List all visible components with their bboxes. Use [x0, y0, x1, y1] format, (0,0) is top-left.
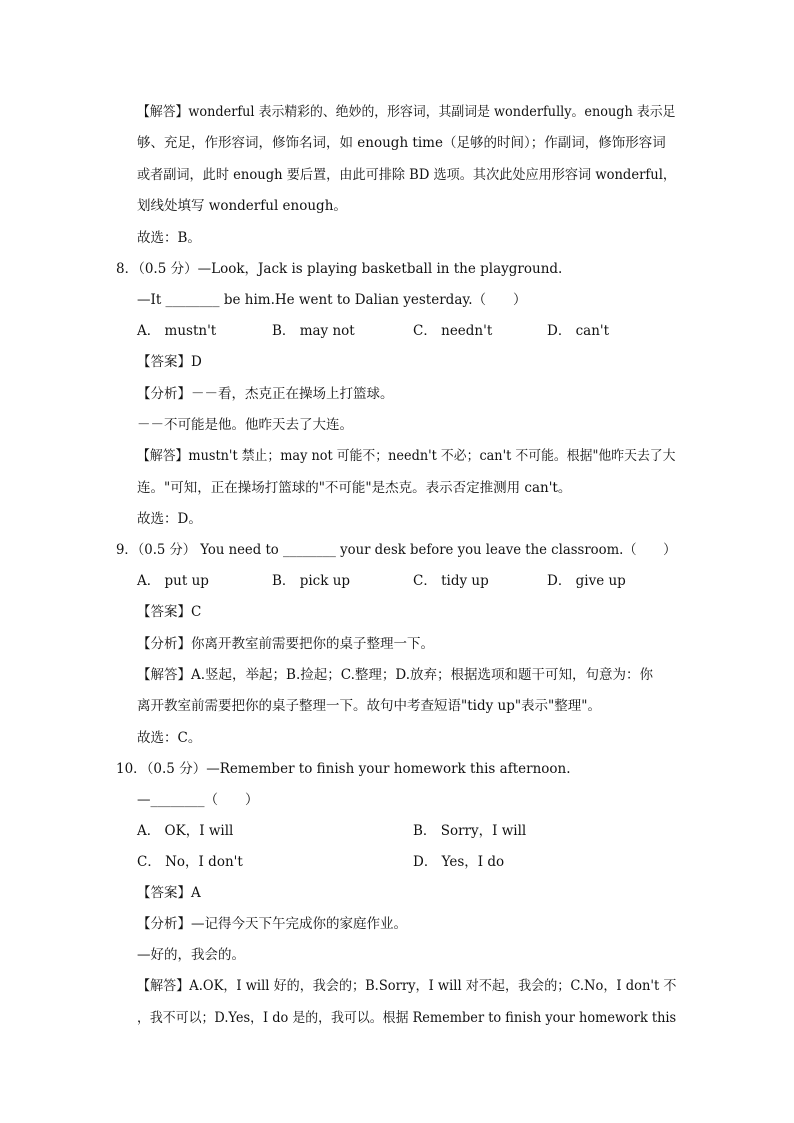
q10-jieda-line-1: 【解答】A.OK，I will 好的，我会的；B.Sorry，I will 对不起，我会的；C.No，I don't 不 [137, 978, 677, 994]
q9-option-b: B． pick up [272, 573, 351, 589]
q7-jieda-line-4: 划线处填写 wonderful enough。 [137, 198, 347, 214]
q8-option-a: A． mustn't [137, 323, 217, 339]
q8-answer-choice: 故选：D。 [137, 511, 202, 527]
q10-option-d: D． Yes，I do [413, 854, 505, 870]
q9-jieda-line-1: 【解答】A.竖起，举起；B.捡起；C.整理；D.放弃；根据选项和题干可知，句意为：你 [137, 667, 654, 683]
q8-option-c: C． needn't [413, 323, 493, 339]
q10-option-b: B． Sorry，I will [413, 823, 527, 839]
q9-answer: 【答案】C [137, 604, 202, 620]
q8-option-b: B． may not [272, 323, 355, 339]
q9-analysis-line-1: 【分析】你离开教室前需要把你的桌子整理一下。 [137, 636, 434, 652]
q8-answer: 【答案】D [137, 354, 202, 370]
q10-stem-line-1: 10．（0.5 分）—Remember to finish your homework this afternoon. [116, 761, 571, 777]
q7-jieda-line-2: 够、充足，作形容词，修饰名词，如 enough time（足够的时间）；作副词，修饰形容词 [137, 135, 666, 151]
q10-analysis-line-1: 【分析】—记得今天下午完成你的家庭作业。 [137, 916, 407, 932]
q8-option-d: D． can't [547, 323, 610, 339]
q9-option-a: A． put up [137, 573, 209, 589]
q8-analysis-line-2: －－不可能是他。他昨天去了大连。 [137, 417, 353, 433]
q8-jieda-line-2: 连。"可知，正在操场打篮球的"不可能"是杰克。表示否定推测用 can't。 [137, 480, 572, 496]
q8-stem-line-2: —It ________ be him.He went to Dalian yesterday.（ ） [137, 292, 527, 308]
q8-jieda-line-1: 【解答】mustn't 禁止；may not 可能不；needn't 不必；can't 不可能。根据"他昨天去了大 [137, 448, 676, 464]
q10-stem-line-2: —________（ ） [137, 792, 259, 808]
q7-answer-choice: 故选：B。 [137, 230, 201, 246]
q10-option-c: C． No，I don't [137, 854, 243, 870]
q10-option-a: A． OK，I will [137, 823, 234, 839]
q9-option-c: C． tidy up [413, 573, 489, 589]
q10-jieda-line-2: ，我不可以；D.Yes，I do 是的，我可以。根据 Remember to finish your homework this [137, 1010, 677, 1026]
q8-analysis-line-1: 【分析】－－看，杰克正在操场上打篮球。 [137, 386, 394, 402]
q9-jieda-line-2: 离开教室前需要把你的桌子整理一下。故句中考查短语"tidy up"表示"整理"。 [137, 698, 601, 714]
q9-option-d: D． give up [547, 573, 626, 589]
q9-answer-choice: 故选：C。 [137, 730, 202, 746]
q10-answer: 【答案】A [137, 885, 201, 901]
q10-analysis-line-2: —好的，我会的。 [137, 947, 245, 963]
q7-jieda-line-3: 或者副词，此时 enough 要后置，由此可排除 BD 选项。其次此处应用形容词 wonderful， [137, 167, 677, 183]
q8-stem-line-1: 8．（0.5 分）—Look，Jack is playing basketball in the playground. [116, 261, 563, 277]
q7-jieda-line-1: 【解答】wonderful 表示精彩的、绝妙的，形容词，其副词是 wonderfully。enough 表示足 [137, 104, 676, 120]
q9-stem-line-1: 9．（0.5 分） You need to ________ your desk before you leave the classroom.（ ） [116, 542, 677, 558]
